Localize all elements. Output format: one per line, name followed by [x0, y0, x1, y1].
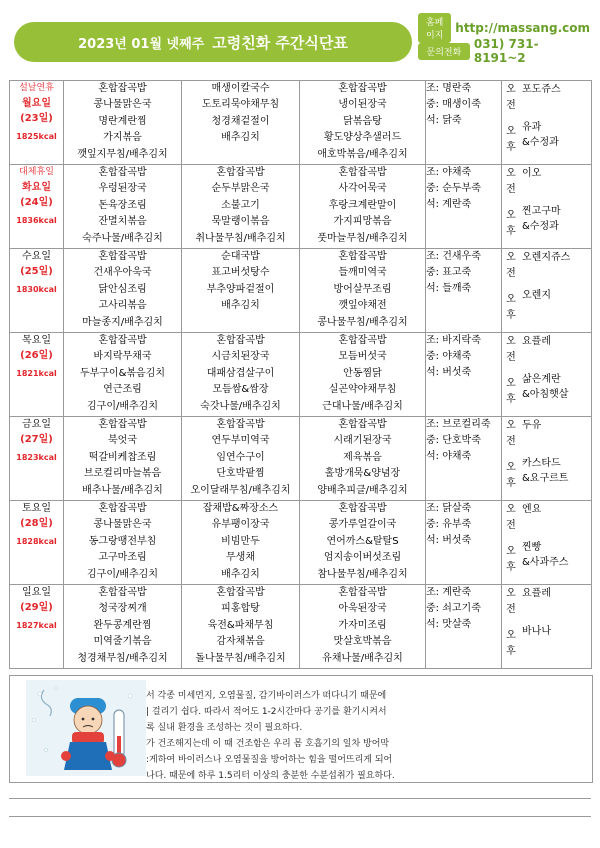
- menu-item: 제육볶음: [343, 451, 382, 463]
- weekly-menu-table: [9, 80, 592, 669]
- notice-line: 나다. 때문에 하루 1.5리터 이상의 충분한 수분섭취가 필요하다.: [146, 771, 395, 781]
- porridge-cell: [426, 585, 502, 669]
- porridge-item: 석: 버섯죽: [426, 535, 472, 546]
- menu-item: 미역줄기볶음: [93, 636, 152, 648]
- menu-item: 근대나물/배추김치: [322, 400, 403, 412]
- snack-am: [502, 333, 591, 375]
- menu-item: 혼합잡곡밥: [338, 83, 387, 94]
- menu-item: 아욱된장국: [338, 603, 387, 615]
- calorie-value: 1823kcal: [16, 453, 57, 462]
- snack-am: [502, 501, 591, 543]
- snack-pm: [502, 459, 591, 501]
- day-name: 목요일: [22, 335, 51, 346]
- porridge-item: 조: 야채죽: [426, 167, 472, 178]
- day-cell: [10, 81, 64, 165]
- breakfast-cell: [64, 81, 182, 165]
- breakfast-cell: [64, 333, 182, 417]
- menu-item: 부추양파겉절이: [206, 283, 275, 295]
- day-number: (25일): [20, 266, 53, 277]
- menu-item: 순두부맑은국: [211, 183, 270, 195]
- calorie-value: 1821kcal: [16, 369, 57, 378]
- menu-item: 모듬버섯국: [338, 351, 387, 363]
- menu-item: 혼합잡곡밥: [216, 587, 265, 598]
- phone-number: 031) 731-8191~2: [473, 37, 539, 65]
- menu-item: 단호박팥찜: [216, 468, 265, 480]
- porridge-item: 조: 명란죽: [426, 83, 472, 94]
- menu-item: 고구마조림: [98, 552, 147, 564]
- day-name: 토요일: [22, 503, 51, 514]
- porridge-cell: [426, 333, 502, 417]
- calorie-value: 1827kcal: [16, 621, 57, 630]
- day-cell: [10, 249, 64, 333]
- menu-item: 표고버섯탕수: [211, 267, 270, 279]
- snack-am: [502, 417, 591, 459]
- snack-pm: [502, 123, 591, 165]
- pm-label: 오 후: [506, 462, 516, 489]
- menu-item: 김구이/배추김치: [87, 400, 158, 412]
- snack-pm: [502, 543, 591, 585]
- menu-item: 들깨미역국: [338, 267, 387, 279]
- porridge-cell: [426, 501, 502, 585]
- menu-item: 혼합잡곡밥: [338, 503, 387, 514]
- menu-item: 가자미조림: [338, 619, 387, 631]
- snack-pm: [502, 291, 591, 333]
- day-row: [10, 417, 592, 501]
- menu-item: 바지락무채국: [93, 351, 152, 363]
- lunch-cell: [182, 165, 300, 249]
- porridge-cell: [426, 417, 502, 501]
- menu-item: 혼합잡곡밥: [338, 335, 387, 346]
- am-label: 오 전: [506, 168, 516, 195]
- day-number: (27일): [20, 434, 53, 445]
- snack-am-item: 두유: [522, 420, 542, 431]
- divider: [9, 816, 591, 817]
- menu-item: 혼합잡곡밥: [338, 167, 387, 178]
- menu-item: 참나물무침/배추김치: [317, 568, 408, 580]
- menu-item: 마늘종지/배추김치: [82, 316, 163, 328]
- menu-item: 돌나물무침/배추김치: [195, 652, 286, 664]
- menu-item: 두부구이&볶음김치: [79, 367, 166, 379]
- menu-item: 배추김치: [221, 132, 260, 144]
- menu-item: 배추김치: [221, 300, 260, 312]
- menu-item: 깻잎지무침/배추김치: [77, 148, 168, 160]
- porridge-item: 석: 닭죽: [426, 115, 462, 126]
- page-title: 고령친화 주간식단표: [212, 33, 348, 52]
- menu-item: 무생채: [226, 552, 255, 564]
- menu-item: 후랑크계란말이: [328, 199, 397, 211]
- menu-item: 혼합잡곡밥: [338, 251, 387, 262]
- dinner-cell: [300, 165, 426, 249]
- menu-item: 순대국밥: [221, 251, 260, 262]
- snack-cell: [502, 249, 592, 333]
- menu-item: 돈육장조림: [98, 199, 147, 211]
- menu-item: 북엇국: [108, 435, 137, 447]
- menu-item: 풋마늘무침/배추김치: [317, 232, 408, 244]
- menu-item: 닭안심조림: [98, 283, 147, 295]
- menu-item: 혼합잡곡밥: [98, 83, 147, 94]
- menu-item: 육전&파채무침: [207, 619, 274, 631]
- day-number: (28일): [20, 518, 53, 529]
- menu-item: 혼합잡곡밥: [338, 419, 387, 430]
- lunch-cell: [182, 417, 300, 501]
- dinner-cell: [300, 501, 426, 585]
- breakfast-cell: [64, 585, 182, 669]
- menu-item: 애호박볶음/배추김치: [317, 148, 408, 160]
- lunch-cell: [182, 501, 300, 585]
- snack-am-item: 포도쥬스: [522, 84, 561, 95]
- porridge-item: 석: 계란죽: [426, 199, 472, 210]
- health-notice-box: [9, 675, 593, 783]
- porridge-item: 조: 바지락죽: [426, 335, 481, 346]
- snack-am-item: 요플레: [522, 588, 551, 599]
- porridge-cell: [426, 249, 502, 333]
- notice-line: | 걸리기 쉽다. 따라서 적어도 1-2시간마다 공기를 환기시켜서: [146, 707, 387, 717]
- snack-pm-items: 삶은계란 &아침햇살: [522, 374, 569, 400]
- day-cell: [10, 165, 64, 249]
- lunch-cell: [182, 249, 300, 333]
- menu-item: 혼합잡곡밥: [98, 503, 147, 514]
- menu-item: 청경채무침/배추김치: [77, 652, 168, 664]
- am-label: 오 전: [506, 84, 516, 111]
- day-name: 월요일: [22, 98, 51, 109]
- calorie-value: 1836kcal: [16, 216, 57, 225]
- day-row: [10, 501, 592, 585]
- menu-item: 콩가루얼갈이국: [328, 519, 397, 531]
- menu-item: 혼합잡곡밥: [98, 587, 147, 598]
- dinner-cell: [300, 249, 426, 333]
- menu-item: 혼합잡곡밥: [216, 335, 265, 346]
- snack-cell: [502, 333, 592, 417]
- day-name: 화요일: [22, 182, 51, 193]
- holiday-label: 대체휴일: [19, 167, 54, 177]
- menu-item: 묵말랭이볶음: [211, 216, 270, 228]
- snack-am: [502, 165, 591, 207]
- dinner-cell: [300, 333, 426, 417]
- dinner-cell: [300, 417, 426, 501]
- porridge-item: 중: 순두부죽: [426, 183, 481, 194]
- day-cell: [10, 333, 64, 417]
- calorie-value: 1828kcal: [16, 537, 57, 546]
- am-label: 오 전: [506, 336, 516, 363]
- snack-am: [502, 81, 591, 123]
- lunch-cell: [182, 585, 300, 669]
- porridge-item: 조: 건새우죽: [426, 251, 481, 262]
- menu-item: 잡채밥&짜장소스: [202, 503, 279, 514]
- menu-item: 배추나물/배추김치: [82, 484, 163, 496]
- menu-item: 혼합잡곡밥: [98, 167, 147, 178]
- porridge-item: 중: 쇠고기죽: [426, 603, 481, 614]
- menu-item: 닭볶음탕: [343, 115, 382, 127]
- divider: [9, 798, 591, 799]
- title-banner: [14, 22, 412, 62]
- snack-cell: [502, 417, 592, 501]
- menu-item: 엄지송이버섯조림: [323, 552, 402, 564]
- porridge-item: 조: 브로컬리죽: [426, 419, 491, 430]
- menu-item: 도토리묵야채무침: [201, 99, 280, 111]
- homepage-label: 홈페이지: [418, 13, 451, 43]
- breakfast-cell: [64, 501, 182, 585]
- menu-item: 떡갈비케찹조림: [88, 451, 157, 463]
- porridge-item: 조: 닭살죽: [426, 503, 472, 514]
- snack-am-item: 요플레: [522, 336, 551, 347]
- am-label: 오 전: [506, 420, 516, 447]
- menu-item: 혼합잡곡밥: [338, 587, 387, 598]
- notice-line: 가 건조해지는데 이 때 건조함은 우리 몸 호흡기의 일차 방어막: [146, 739, 390, 749]
- lunch-cell: [182, 333, 300, 417]
- menu-item: 냉이된장국: [338, 99, 387, 111]
- porridge-item: 석: 야채죽: [426, 451, 472, 462]
- notice-line: :게하여 바이러스나 오염물질을 방어하는 힘을 떨어뜨리게 되어: [146, 755, 393, 765]
- snack-am-item: 오렌지쥬스: [522, 252, 571, 263]
- am-label: 오 전: [506, 252, 516, 279]
- menu-item: 감자채볶음: [216, 636, 265, 648]
- phone-label: 문의전화: [418, 43, 470, 60]
- snack-cell: [502, 81, 592, 165]
- menu-item: 혼합잡곡밥: [98, 419, 147, 430]
- snack-cell: [502, 585, 592, 669]
- day-cell: [10, 417, 64, 501]
- dinner-cell: [300, 81, 426, 165]
- day-number: (29일): [20, 602, 53, 613]
- menu-item: 소불고기: [221, 199, 260, 211]
- menu-item: 연두부미역국: [211, 435, 270, 447]
- am-label: 오 전: [506, 504, 516, 531]
- menu-item: 혼합잡곡밥: [216, 167, 265, 178]
- menu-item: 임연수구이: [216, 451, 265, 463]
- pm-label: 오 후: [506, 378, 516, 405]
- menu-item: 황도양상추샐러드: [323, 132, 402, 144]
- menu-item: 잔멸치볶음: [98, 216, 147, 228]
- day-name: 수요일: [22, 251, 51, 262]
- calorie-value: 1825kcal: [16, 132, 57, 141]
- snack-am: [502, 249, 591, 291]
- menu-item: 홀방개묵&양념장: [324, 468, 401, 480]
- day-name: 일요일: [22, 587, 51, 598]
- day-row: [10, 165, 592, 249]
- menu-item: 배추김치: [221, 568, 260, 580]
- day-row: [10, 333, 592, 417]
- menu-item: 모듬쌈&쌈장: [212, 384, 269, 396]
- day-number: (24일): [20, 197, 53, 208]
- menu-item: 시금치된장국: [211, 351, 270, 363]
- calorie-value: 1830kcal: [16, 285, 57, 294]
- day-number: (26일): [20, 350, 53, 361]
- menu-item: 시래기된장국: [333, 435, 392, 447]
- snack-am-item: 엔요: [522, 504, 542, 515]
- menu-item: 대패삼겹살구이: [206, 367, 275, 379]
- day-row: [10, 585, 592, 669]
- snack-pm-items: 찐빵 &사과주스: [522, 542, 569, 568]
- menu-item: 콩나물맑은국: [93, 519, 152, 531]
- contact-box: [418, 18, 590, 65]
- porridge-item: 중: 야채죽: [426, 351, 472, 362]
- porridge-item: 중: 단호박죽: [426, 435, 481, 446]
- porridge-item: 석: 들깨죽: [426, 283, 472, 294]
- day-row: [10, 249, 592, 333]
- menu-item: 혼합잡곡밥: [98, 335, 147, 346]
- menu-item: 김구이/배추김치: [87, 568, 158, 580]
- porridge-item: 중: 유부죽: [426, 519, 472, 530]
- menu-item: 가지볶음: [103, 132, 142, 144]
- menu-item: 연근조림: [103, 384, 142, 396]
- menu-item: 청경채겉절이: [211, 115, 270, 127]
- snack-pm-items: 오렌지: [522, 290, 551, 301]
- porridge-item: 석: 버섯죽: [426, 367, 472, 378]
- porridge-item: 중: 표고죽: [426, 267, 472, 278]
- menu-item: 사각어묵국: [338, 183, 387, 195]
- homepage-link[interactable]: http://massang.com: [455, 21, 590, 35]
- day-cell: [10, 585, 64, 669]
- menu-item: 유부팽이장국: [211, 519, 270, 531]
- menu-item: 완두콩계란찜: [93, 619, 152, 631]
- pm-label: 오 후: [506, 210, 516, 237]
- menu-item: 동그랑땡전부침: [88, 535, 157, 547]
- day-cell: [10, 501, 64, 585]
- holiday-label: 설날연휴: [19, 83, 54, 93]
- menu-item: 깻잎야채전: [338, 300, 387, 312]
- pm-label: 오 후: [506, 630, 516, 657]
- snack-pm-items: 찐고구마 &수정과: [522, 206, 561, 232]
- notice-line: 서 각종 미세먼지, 오염물질, 감기바이러스가 떠다니기 때문에: [146, 691, 387, 701]
- menu-item: 안동찜닭: [343, 367, 382, 379]
- menu-item: 우렁된장국: [98, 183, 147, 195]
- menu-item: 명란계란찜: [98, 115, 147, 127]
- menu-item: 연어까스&탈탈S: [326, 535, 399, 547]
- snack-pm: [502, 627, 591, 669]
- breakfast-cell: [64, 249, 182, 333]
- notice-line: 록 실내 환경을 조성하는 것이 필요하다.: [146, 723, 303, 733]
- menu-item: 비빔만두: [221, 535, 260, 547]
- menu-item: 양배추피클/배추김치: [317, 484, 408, 496]
- menu-item: 혼합잡곡밥: [216, 419, 265, 430]
- pm-label: 오 후: [506, 294, 516, 321]
- menu-item: 건새우아욱국: [93, 267, 152, 279]
- menu-item: 고사리볶음: [98, 300, 147, 312]
- breakfast-cell: [64, 417, 182, 501]
- porridge-item: 석: 맛살죽: [426, 619, 472, 630]
- pm-label: 오 후: [506, 126, 516, 153]
- menu-item: 혼합잡곡밥: [98, 251, 147, 262]
- menu-item: 가지피망볶음: [333, 216, 392, 228]
- menu-item: 숙갓나물/배추김치: [200, 400, 281, 412]
- porridge-cell: [426, 165, 502, 249]
- pm-label: 오 후: [506, 546, 516, 573]
- menu-item: 오이달래무침/배추김치: [190, 484, 291, 496]
- health-notice-text: [146, 688, 446, 784]
- snack-pm: [502, 375, 591, 417]
- menu-item: 실곤약야채무침: [328, 384, 397, 396]
- menu-item: 맛살호박볶음: [333, 636, 392, 648]
- snack-cell: [502, 501, 592, 585]
- menu-item: 방어살무조림: [333, 283, 392, 295]
- snack-am-item: 이오: [522, 168, 542, 179]
- menu-item: 콩나물무침/배추김치: [317, 316, 408, 328]
- porridge-item: 중: 매생이죽: [426, 99, 481, 110]
- am-label: 오 전: [506, 588, 516, 615]
- snack-cell: [502, 165, 592, 249]
- menu-item: 유채나물/배추김치: [322, 652, 403, 664]
- snack-pm-items: 바나나: [522, 626, 551, 637]
- day-number: (23일): [20, 113, 53, 124]
- snack-am: [502, 585, 591, 627]
- menu-item: 피홍합탕: [221, 603, 260, 615]
- year-week: 2023년 01월 넷째주: [78, 36, 205, 52]
- menu-item: 숙주나물/배추김치: [82, 232, 163, 244]
- snack-pm-items: 카스타드 &요구르트: [522, 458, 569, 484]
- breakfast-cell: [64, 165, 182, 249]
- winter-person-thermometer-illustration: [26, 680, 146, 776]
- lunch-cell: [182, 81, 300, 165]
- menu-item: 청국장찌개: [98, 603, 147, 615]
- menu-item: 콩나물맑은국: [93, 99, 152, 111]
- snack-pm: [502, 207, 591, 249]
- menu-item: 취나물무침/배추김치: [195, 232, 286, 244]
- snack-pm-items: 유과 &수정과: [522, 122, 559, 148]
- day-name: 금요일: [22, 419, 51, 430]
- day-row: [10, 81, 592, 165]
- dinner-cell: [300, 585, 426, 669]
- menu-item: 매생이칼국수: [211, 83, 270, 94]
- porridge-cell: [426, 81, 502, 165]
- porridge-item: 조: 계란죽: [426, 587, 472, 598]
- menu-item: 브로컬리마늘볶음: [83, 468, 162, 480]
